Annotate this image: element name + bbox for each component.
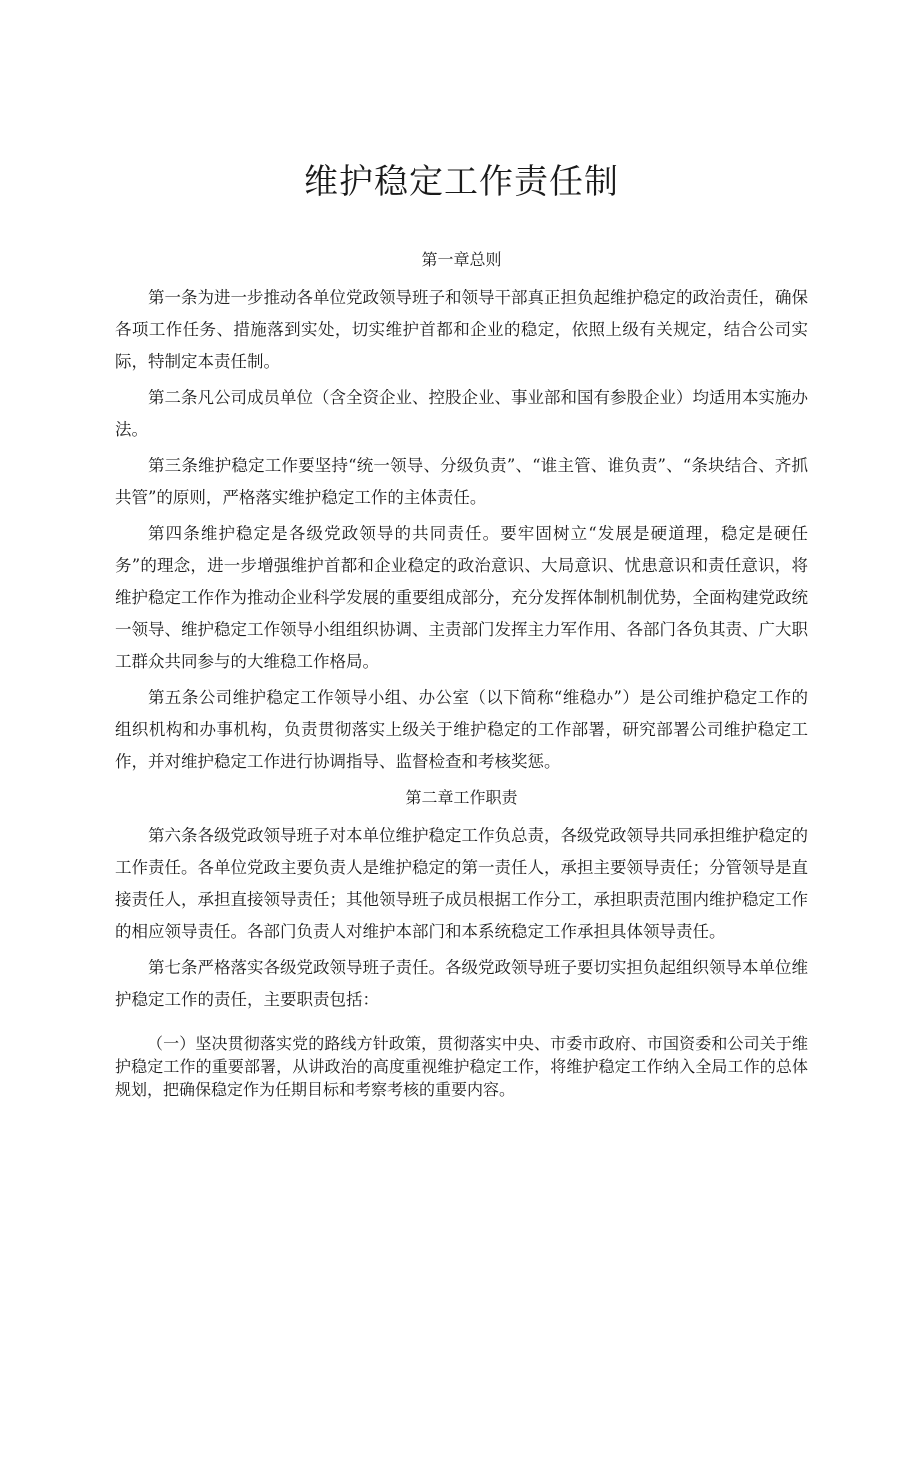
article-5: 第五条公司维护稳定工作领导小组、办公室（以下简称“维稳办”）是公司维护稳定工作的组织机构和办事机构，负责贯彻落实上级关于维护稳定的工作部署，研究部署公司维护稳定工作，并对维护稳定工作进行协调指导、监督检查和考核奖惩。 bbox=[115, 688, 808, 771]
article-7-item-1: （一）坚决贯彻落实党的路线方针政策，贯彻落实中央、市委市政府、市国资委和公司关于维护稳定工作的重要部署，从讲政治的高度重视维护稳定工作，将维护稳定工作纳入全局工作的总体规划，把确保稳定作为任期目标和考察考核的重要内容。 bbox=[115, 1034, 808, 1099]
document-page bbox=[0, 158, 920, 1459]
chapter-heading-1: 第一章总则 bbox=[421, 250, 502, 269]
article-4: 第四条维护稳定是各级党政领导的共同责任。要牢固树立“发展是硬道理，稳定是硬任务”的理念，进一步增强维护首都和企业稳定的政治意识、大局意识、忧患意识和责任意识，将维护稳定工作作为推动企业科学发展的重要组成部分，充分发挥体制机制优势，全面构建党政统一领导、维护稳定工作领导小组组织协调、主责部门发挥主力军作用、各部门各负其责、广大职工群众共同参与的大维稳工作格局。 bbox=[115, 524, 808, 671]
chapter-heading-2: 第二章工作职责 bbox=[405, 788, 518, 807]
article-3: 第三条维护稳定工作要坚持“统一领导、分级负责”、“谁主管、谁负责”、“条块结合、齐抓共管”的原则，严格落实维护稳定工作的主体责任。 bbox=[115, 456, 808, 507]
document-title: 维护稳定工作责任制 bbox=[304, 162, 619, 202]
article-1: 第一条为进一步推动各单位党政领导班子和领导干部真正担负起维护稳定的政治责任，确保各项工作任务、措施落到实处，切实维护首都和企业的稳定，依照上级有关规定，结合公司实际，特制定本责任制。 bbox=[115, 288, 808, 371]
article-6: 第六条各级党政领导班子对本单位维护稳定工作负总责，各级党政领导共同承担维护稳定的工作责任。各单位党政主要负责人是维护稳定的第一责任人，承担主要领导责任；分管领导是直接责任人，承担直接领导责任；其他领导班子成员根据工作分工，承担职责范围内维护稳定工作的相应领导责任。各部门负责人对维护本部门和本系统稳定工作承担具体领导责任。 bbox=[115, 826, 808, 941]
article-2: 第二条凡公司成员单位（含全资企业、控股企业、事业部和国有参股企业）均适用本实施办法。 bbox=[115, 388, 808, 439]
article-7: 第七条严格落实各级党政领导班子责任。各级党政领导班子要切实担负起组织领导本单位维护稳定工作的责任，主要职责包括： bbox=[115, 958, 808, 1009]
